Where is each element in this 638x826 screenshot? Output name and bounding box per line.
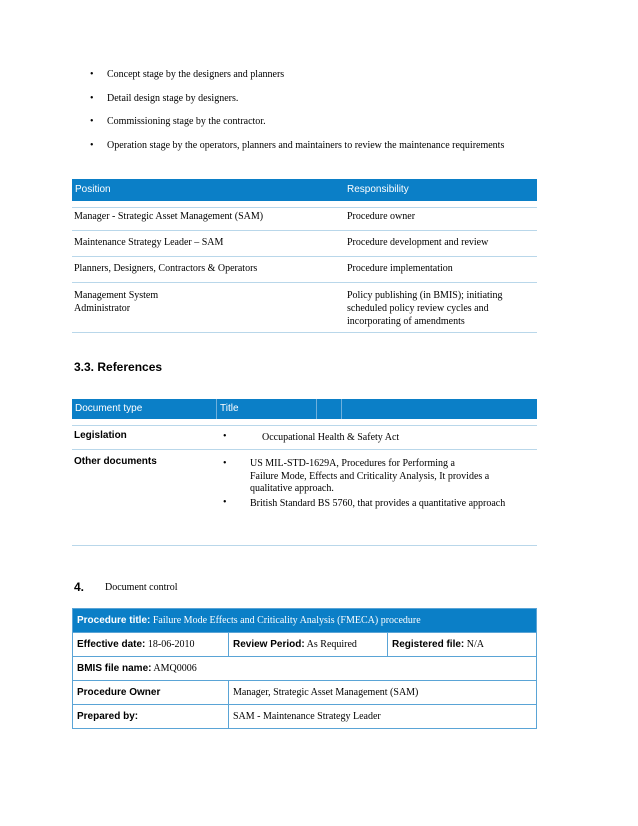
bullet-icon: • <box>90 92 94 104</box>
bullet-icon: • <box>90 116 94 127</box>
table-header <box>72 179 537 201</box>
section-number: 4. <box>74 580 85 594</box>
column-divider <box>341 399 342 419</box>
bullet-icon: • <box>223 458 227 469</box>
table-row: Procedure Owner Manager, Strategic Asset Management (SAM) <box>73 681 537 705</box>
header-spacer <box>72 201 537 208</box>
row-divider <box>72 230 537 231</box>
bullet-icon: • <box>90 69 94 80</box>
column-header-responsibility: Responsibility <box>347 184 409 195</box>
table-row: Prepared by: SAM - Maintenance Strategy Leader <box>73 705 537 729</box>
list-item: • Commissioning stage by the contractor. <box>90 116 266 127</box>
list-item: • Operation stage by the operators, planners and maintainers to review the maintenance requirements <box>90 139 505 151</box>
column-divider <box>316 399 317 419</box>
column-divider <box>216 399 217 419</box>
stage-bullet-list <box>90 68 560 162</box>
list-item: • Concept stage by the designers and planners <box>90 69 285 80</box>
row-divider <box>72 256 537 257</box>
table-row: Effective date: 18-06-2010 Review Period: As Required Registered file: N/A <box>73 633 537 657</box>
row-divider <box>72 425 537 426</box>
bullet-icon: • <box>90 139 94 151</box>
row-divider <box>72 449 537 450</box>
row-divider <box>72 545 537 546</box>
row-divider <box>72 332 537 333</box>
bullet-icon: • <box>223 497 227 508</box>
section-heading-references: 3.3. References <box>74 360 163 374</box>
bullet-icon: • <box>223 431 227 442</box>
list-item: • Detail design stage by designers. <box>90 92 239 104</box>
section-heading-document-control: Document control <box>105 582 178 593</box>
row-divider <box>72 282 537 283</box>
document-control-table <box>72 608 537 729</box>
column-header-document-type: Document type <box>75 403 143 414</box>
table-row: Procedure title: Failure Mode Effects and Criticality Analysis (FMECA) procedure <box>73 609 537 633</box>
column-header-title: Title <box>220 403 239 414</box>
table-header <box>72 399 537 419</box>
column-header-position: Position <box>75 184 111 195</box>
table-row: BMIS file name: AMQ0006 <box>73 657 537 681</box>
